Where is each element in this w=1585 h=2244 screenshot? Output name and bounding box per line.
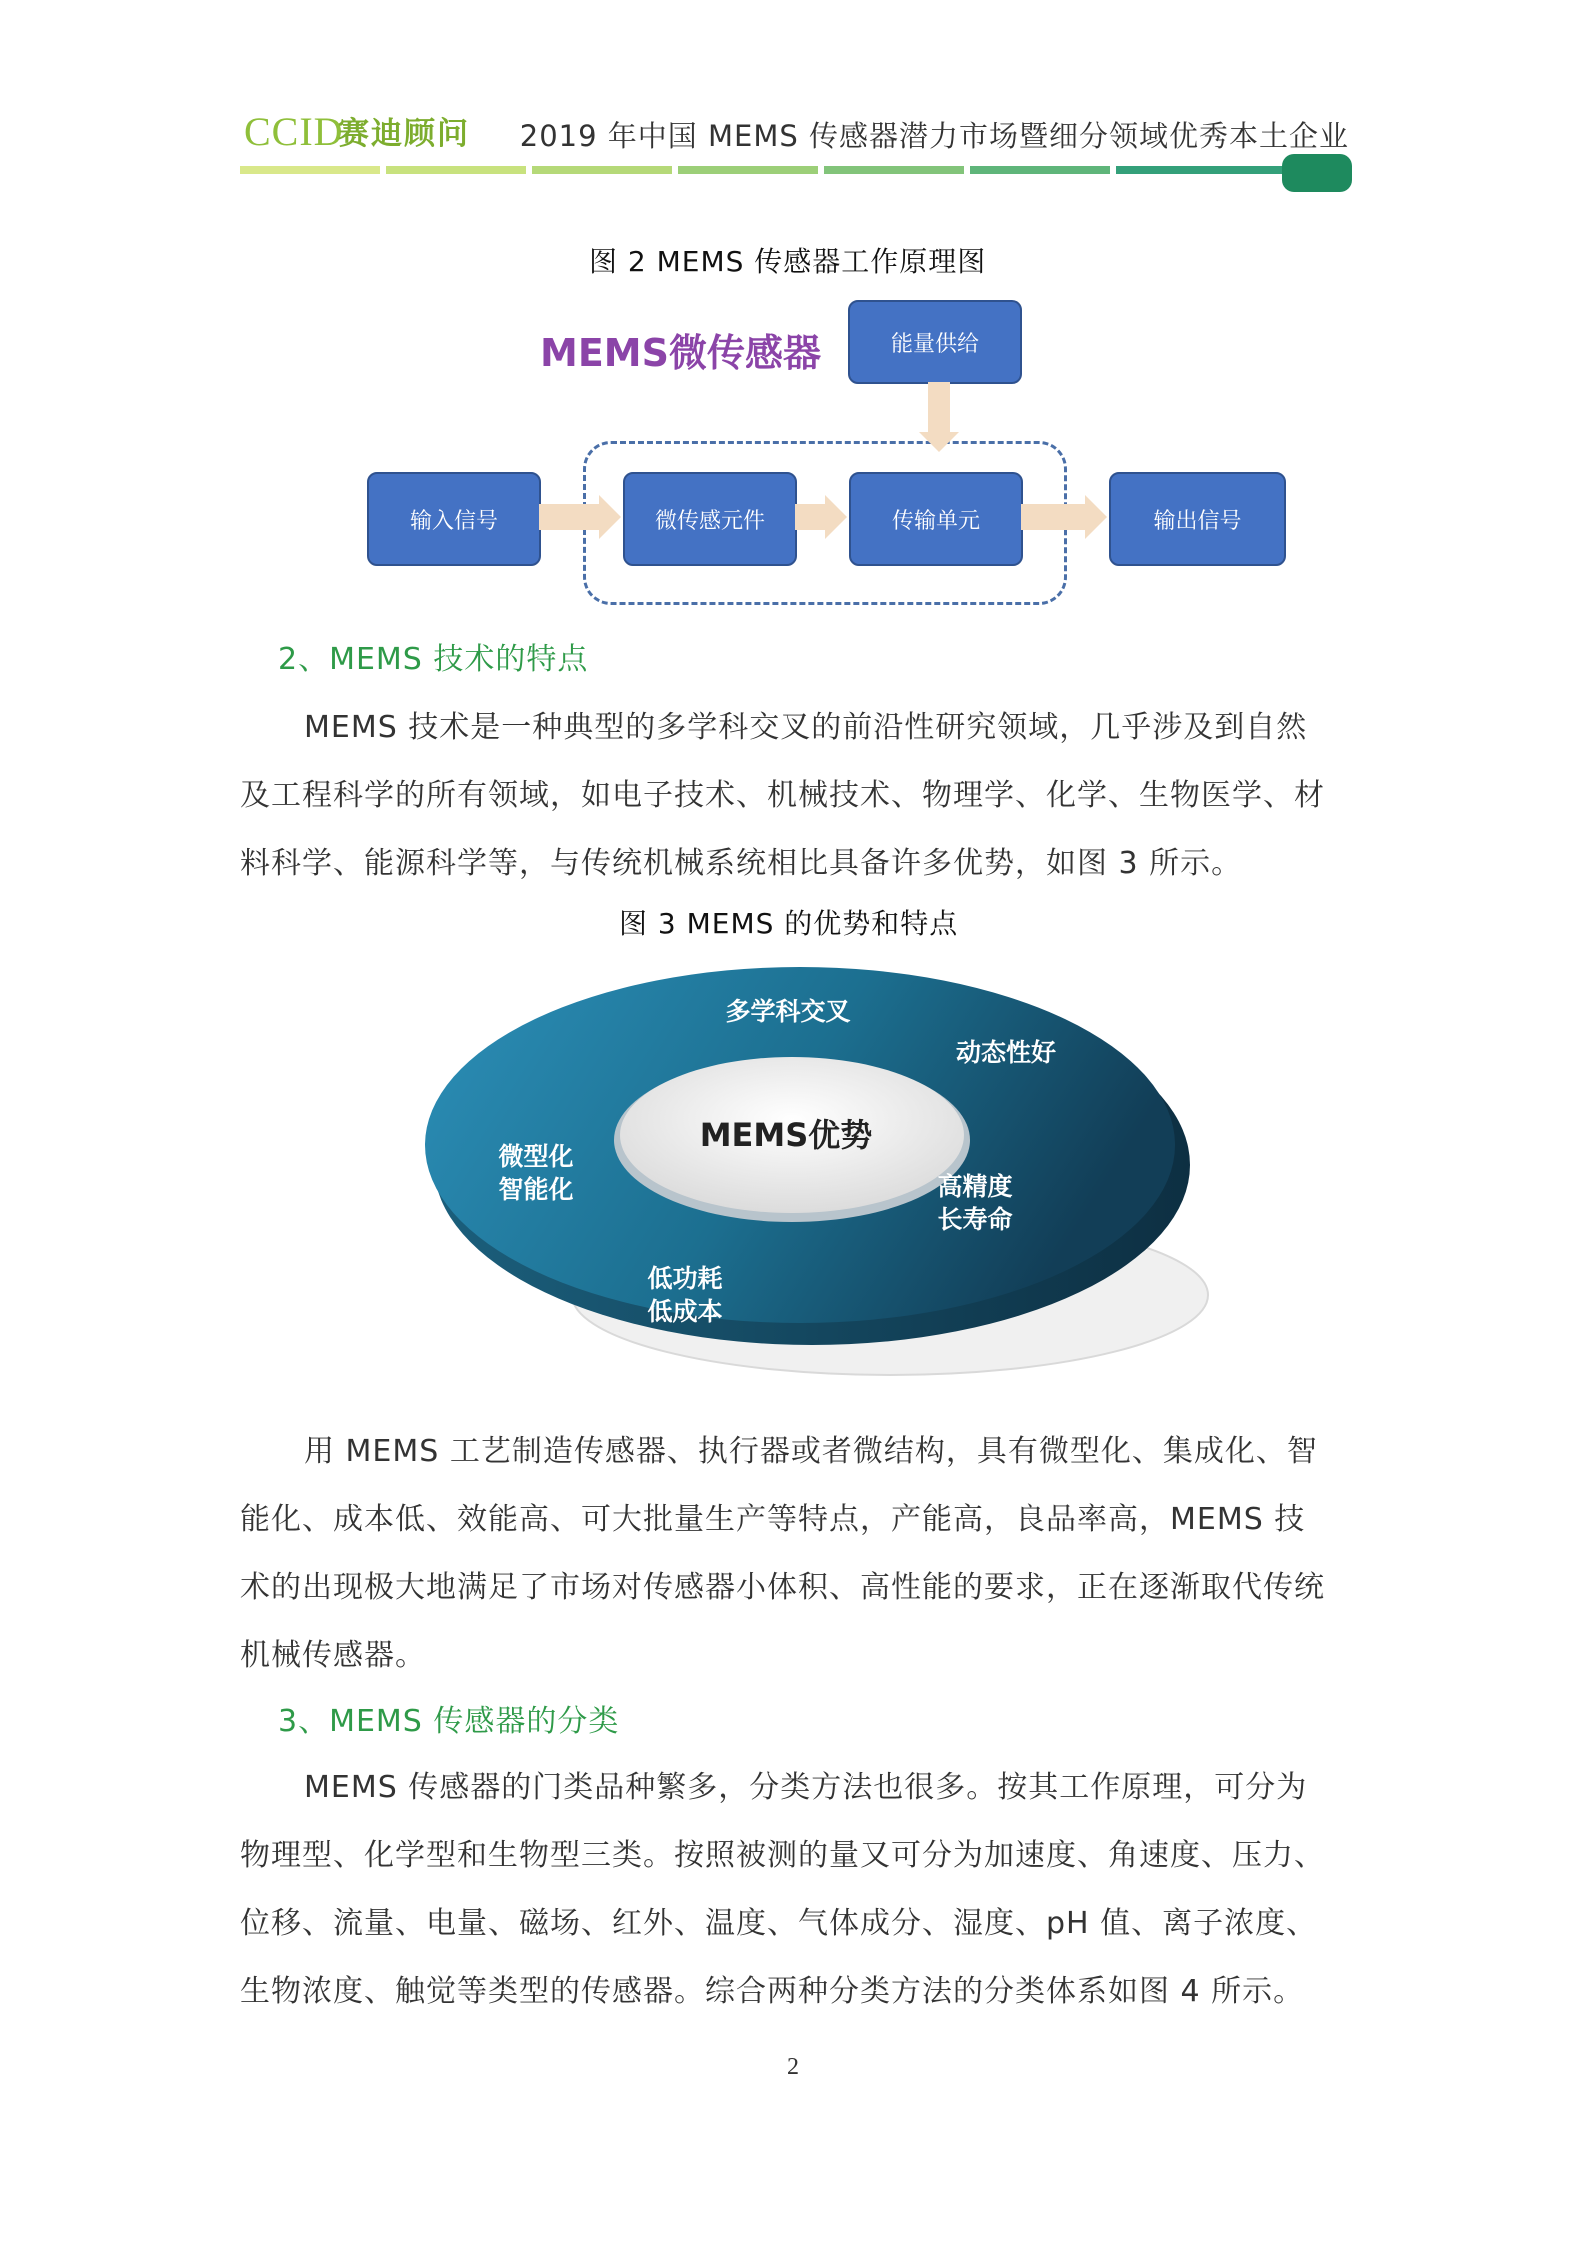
header-gradient-rule — [240, 166, 1286, 174]
figure-2-title: MEMS微传感器 — [540, 331, 821, 375]
header-badge — [1282, 154, 1352, 192]
figure-3-caption: 图 3 MEMS 的优势和特点 — [619, 907, 959, 940]
paragraph-line: MEMS 传感器的门类品种繁多，分类方法也很多。按其工作原理，可分为 — [304, 1770, 1308, 1805]
box-input-signal: 输入信号 — [367, 472, 541, 566]
paragraph-line: 料科学、能源科学等，与传统机械系统相比具备许多优势，如图 3 所示。 — [240, 846, 1243, 881]
box-transmission-unit: 传输单元 — [849, 472, 1023, 566]
ring-label-dynamic: 动态性好 — [955, 1038, 1056, 1067]
section-3-heading: 3、MEMS 传感器的分类 — [278, 1704, 620, 1739]
box-output-signal: 输出信号 — [1109, 472, 1286, 566]
page-number: 2 — [787, 2054, 799, 2080]
ring-label-low-power-cost: 低功耗 低成本 — [647, 1264, 723, 1326]
logo-mark: CCID — [244, 109, 344, 154]
arrow-transmission-to-output — [1021, 504, 1085, 530]
document-title: 2019 年中国 MEMS 传感器潜力市场暨细分领域优秀本土企业 — [519, 119, 1349, 153]
paragraph-line: 位移、流量、电量、磁场、红外、温度、气体成分、湿度、pH 值、离子浓度、 — [240, 1906, 1318, 1941]
ring-label-interdisciplinary: 多学科交叉 — [725, 997, 851, 1026]
arrow-input-to-element — [539, 504, 599, 530]
ring-label-precision-lifetime: 高精度 长寿命 — [937, 1172, 1013, 1234]
ring-center-label: MEMS优势 — [699, 1116, 873, 1154]
arrow-energy-to-transmission — [928, 382, 950, 432]
paragraph-line: 及工程科学的所有领域，如电子技术、机械技术、物理学、化学、生物医学、材 — [240, 778, 1325, 813]
paragraph-line: 用 MEMS 工艺制造传感器、执行器或者微结构，具有微型化、集成化、智 — [304, 1434, 1318, 1469]
paragraph-line: 能化、成本低、效能高、可大批量生产等特点，产能高，良品率高，MEMS 技 — [240, 1502, 1306, 1537]
paragraph-line: MEMS 技术是一种典型的多学科交叉的前沿性研究领域，几乎涉及到自然 — [304, 710, 1308, 745]
arrow-element-to-transmission — [795, 504, 825, 530]
box-energy-supply: 能量供给 — [848, 300, 1022, 384]
ring-label-miniature-intelligent: 微型化 智能化 — [498, 1142, 574, 1204]
logo-company-name: 赛迪顾问 — [338, 116, 470, 152]
section-2-heading: 2、MEMS 技术的特点 — [278, 642, 589, 677]
paragraph-line: 物理型、化学型和生物型三类。按照被测的量又可分为加速度、角速度、压力、 — [240, 1838, 1325, 1873]
paragraph-line: 生物浓度、触觉等类型的传感器。综合两种分类方法的分类体系如图 4 所示。 — [240, 1974, 1305, 2009]
paragraph-line: 机械传感器。 — [240, 1638, 426, 1673]
box-micro-sensing-element: 微传感元件 — [623, 472, 797, 566]
figure-2-caption: 图 2 MEMS 传感器工作原理图 — [589, 245, 987, 278]
paragraph-line: 术的出现极大地满足了市场对传感器小体积、高性能的要求，正在逐渐取代传统 — [240, 1570, 1325, 1605]
